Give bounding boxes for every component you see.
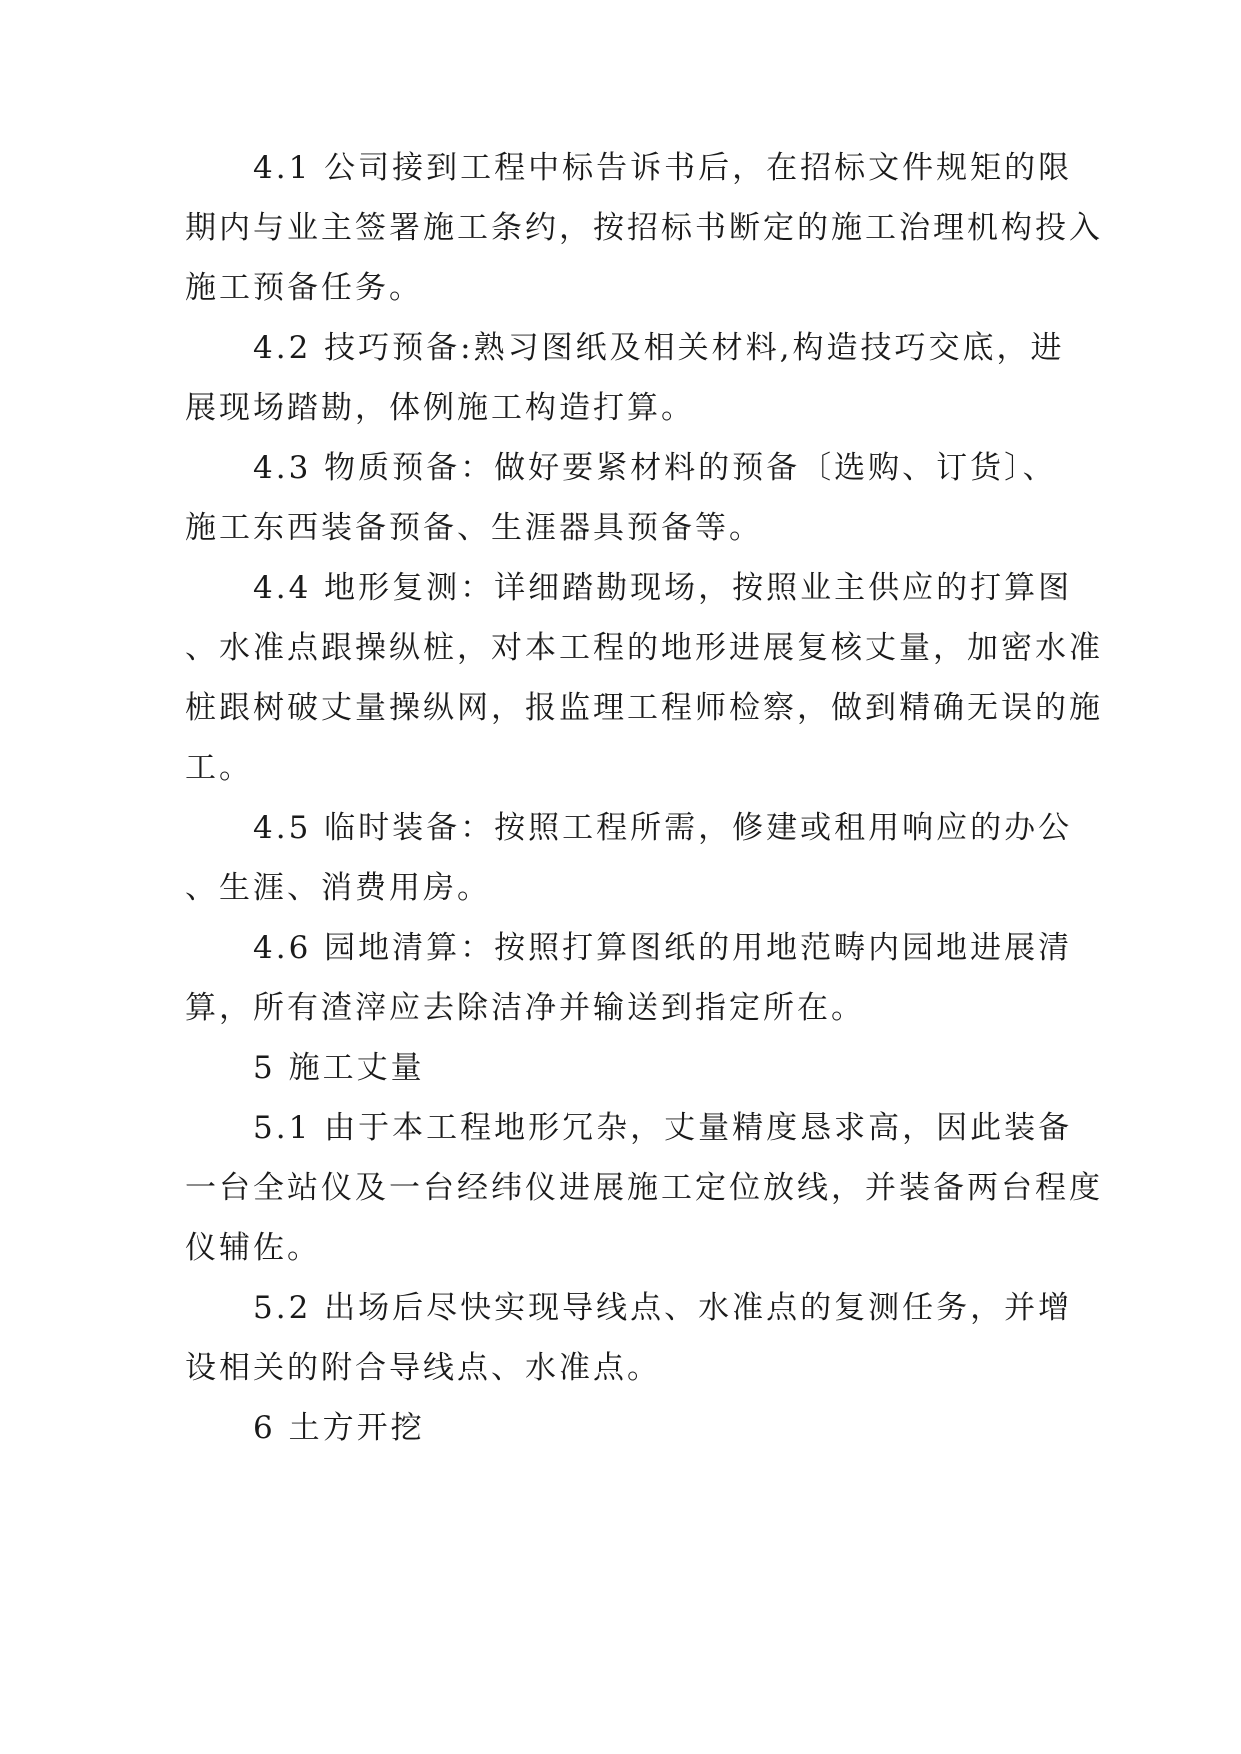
text-line: 期内与业主签署施工条约，按招标书断定的施工治理机构投入	[185, 210, 1103, 246]
text-line: 设相关的附合导线点、水准点。	[185, 1350, 661, 1386]
text-line: 4.1 公司接到工程中标告诉书后，在招标文件规矩的限	[253, 150, 1073, 186]
text-line: 算，所有渣滓应去除洁净并输送到指定所在。	[185, 990, 865, 1026]
section-heading: 5 施工丈量	[253, 1050, 425, 1086]
text-line: 5.1 由于本工程地形冗杂，丈量精度恳求高，因此装备	[253, 1110, 1073, 1146]
text-line: 4.3 物质预备：做好要紧材料的预备〔选购、订货〕、	[253, 450, 1057, 486]
text-line: 仪辅佐。	[185, 1230, 321, 1266]
text-line: 桩跟树破丈量操纵网，报监理工程师检察，做到精确无误的施	[185, 690, 1103, 726]
text-line: 4.2 技巧预备:熟习图纸及相关材料,构造技巧交底，进	[253, 330, 1065, 366]
text-line: 、生涯、消费用房。	[185, 870, 491, 906]
text-line: 、水准点跟操纵桩，对本工程的地形进展复核丈量，加密水准	[185, 630, 1103, 666]
text-line: 展现场踏勘，体例施工构造打算。	[185, 390, 695, 426]
text-line: 4.6 园地清算：按照打算图纸的用地范畴内园地进展清	[253, 930, 1073, 966]
text-line: 施工东西装备预备、生涯器具预备等。	[185, 510, 763, 546]
text-line: 施工预备任务。	[185, 270, 423, 306]
section-heading: 6 土方开挖	[253, 1410, 425, 1446]
text-line: 4.4 地形复测：详细踏勘现场，按照业主供应的打算图	[253, 570, 1073, 606]
text-line: 一台全站仪及一台经纬仪进展施工定位放线，并装备两台程度	[185, 1170, 1103, 1206]
text-line: 工。	[185, 750, 253, 786]
text-line: 5.2 出场后尽快实现导线点、水准点的复测任务，并增	[253, 1290, 1073, 1326]
text-line: 4.5 临时装备：按照工程所需，修建或租用响应的办公	[253, 810, 1073, 846]
